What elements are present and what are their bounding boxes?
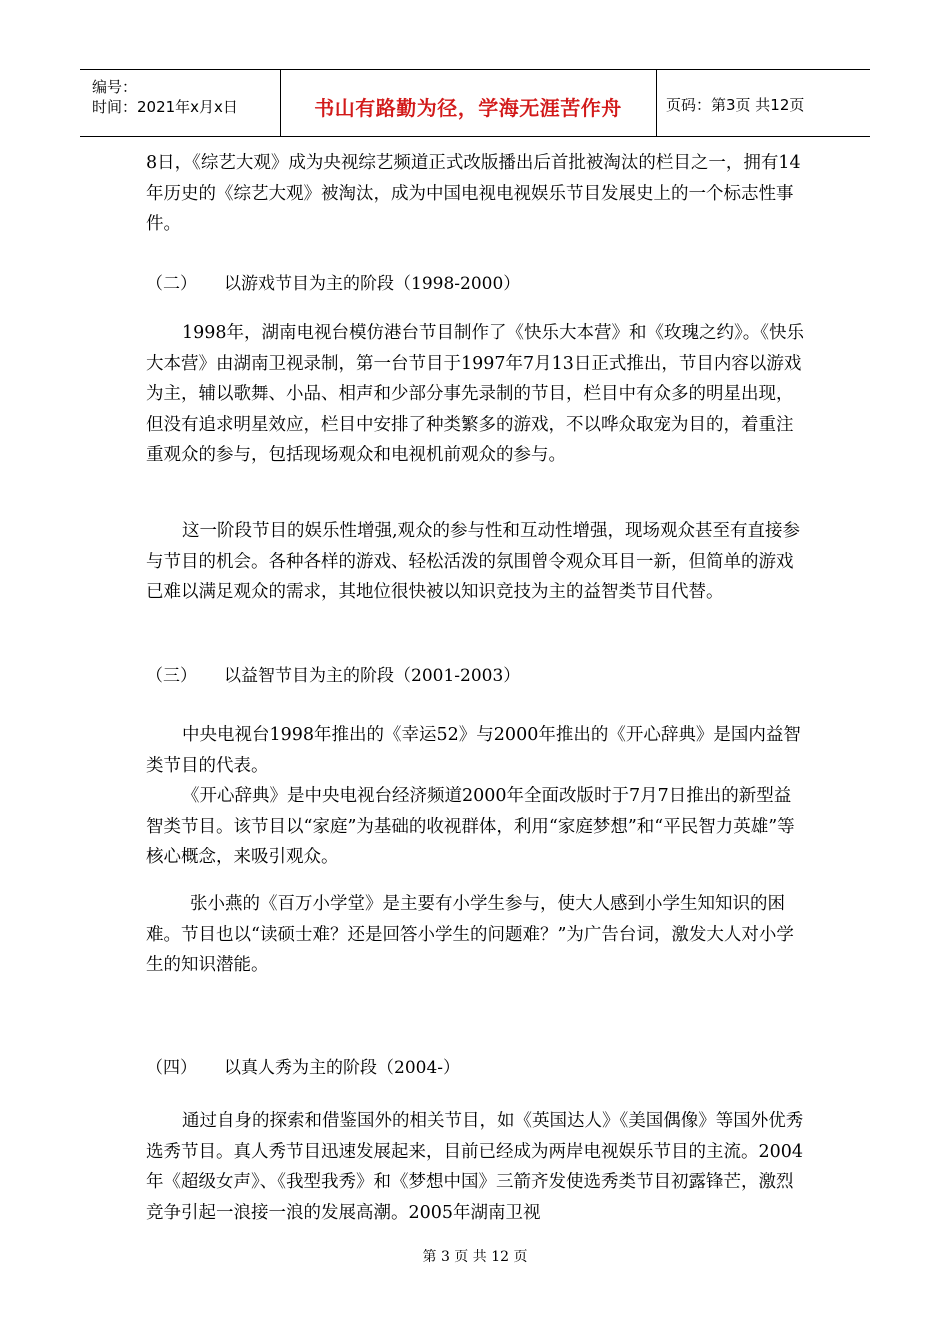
paragraph-2: 1998年，湖南电视台模仿港台节目制作了《快乐大本营》和《玫瑰之约》。《快乐大本营》由湖南卫视录制，第一台节目于1997年7月13日正式推出，节目内容以游戏为主，辅以歌舞、小品、相声和少部分事先录制的节目，栏目中有众多的明星出现，但没有追求明星效应，栏目中安排了种类繁多的游戏，不以哗众取宠为目的，着重注重观众的参与，包括现场观众和电视机前观众的参与。 [146, 323, 805, 465]
paragraph-7: 通过自身的探索和借鉴国外的相关节目，如《英国达人》《美国偶像》等国外优秀选秀节目。真人秀节目迅速发展起来，目前已经成为两岸电视娱乐节目的主流。2004年《超级女声》、《我型我秀》和《梦想中国》三箭齐发使选秀类节目初露锋芒，激烈竞争引起一浪接一浪的发展高潮。2005年湖南卫视 [146, 1111, 804, 1223]
paragraph-4: 中央电视台1998年推出的《幸运52》与2000年推出的《开心辞典》是国内益智类节目的代表。 [146, 725, 801, 776]
page-header [80, 69, 870, 137]
section-number-2: （二） [146, 274, 197, 294]
header-page-cell [656, 70, 870, 136]
document-number-label: 编号： [92, 78, 138, 96]
paragraph-3: 这一阶段节目的娱乐性增强,观众的参与性和互动性增强，现场观众甚至有直接参与节目的机会。各种各样的游戏、轻松活泼的氛围曾令观众耳目一新，但简单的游戏已难以满足观众的需求，其地位很快被以知识竞技为主的益智类节目代替。 [146, 521, 801, 602]
section-heading-2 [146, 269, 520, 299]
header-motto: 书山有路勤为径，学海无涯苦作舟 [314, 96, 622, 120]
header-motto-cell [280, 70, 657, 136]
section-title-4: 以真人秀为主的阶段（2004-） [224, 1058, 461, 1078]
paragraph-5: 《开心辞典》是中央电视台经济频道2000年全面改版时于7月7日推出的新型益智类节目。该节目以“家庭”为基础的收视群体，利用“家庭梦想”和“平民智力英雄”等核心概念，来吸引观众。 [146, 786, 795, 867]
section-number-3: （三） [146, 666, 197, 686]
page-footer: 第 3 页 共 12 页 [422, 1249, 528, 1265]
document-time-label: 时间：2021年x月x日 [92, 98, 238, 116]
section-title-2: 以游戏节目为主的阶段（1998-2000） [224, 274, 521, 294]
header-page-number: 页码：第3页 共12页 [666, 96, 805, 114]
section-heading-4 [146, 1053, 460, 1083]
section-heading-3 [146, 661, 520, 691]
paragraph-6: 张小燕的《百万小学堂》是主要有小学生参与，使大人感到小学生知知识的困难。节目也以“读硕士难？还是回答小学生的问题难？”为广告台词，激发大人对小学生的知识潜能。 [146, 894, 794, 975]
header-meta-cell [80, 70, 281, 136]
section-title-3: 以益智节目为主的阶段（2001-2003） [224, 666, 521, 686]
section-number-4: （四） [146, 1058, 197, 1078]
paragraph-1: 8日，《综艺大观》成为央视综艺频道正式改版播出后首批被淘汰的栏目之一，拥有14年历史的《综艺大观》被淘汰，成为中国电视电视娱乐节目发展史上的一个标志性事件。 [146, 153, 801, 234]
